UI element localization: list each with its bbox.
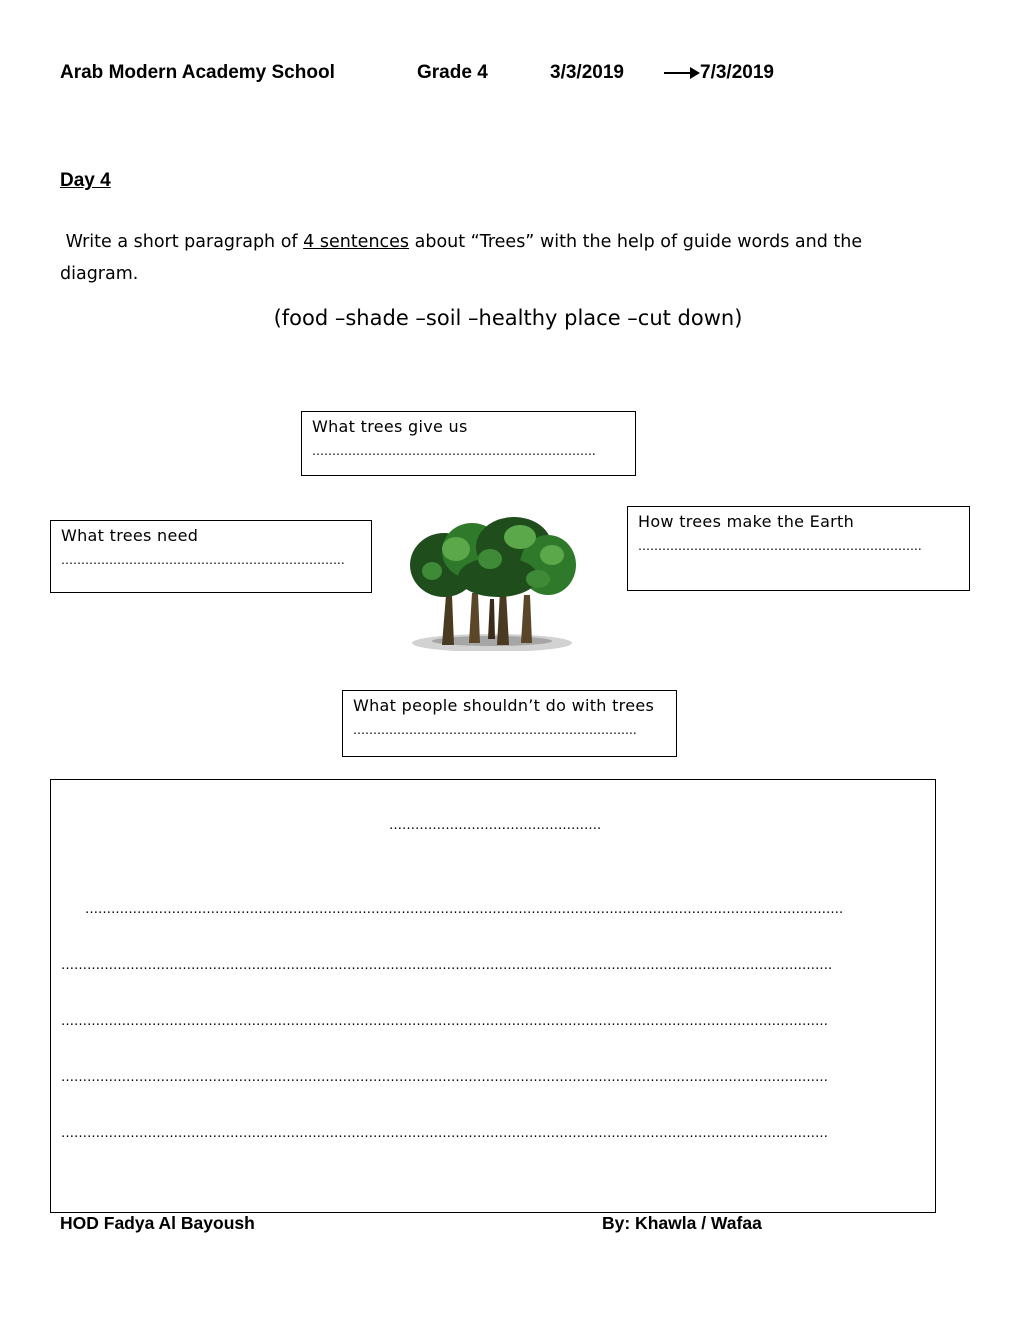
trees-illustration-icon bbox=[402, 515, 580, 651]
box-label: How trees make the Earth bbox=[638, 512, 855, 531]
box-dots: …………………………………………………………….. bbox=[638, 539, 922, 553]
school-name: Arab Modern Academy School bbox=[60, 62, 335, 83]
box-what-people-shouldnt-do bbox=[342, 690, 677, 757]
box-how-trees-make-the-earth bbox=[627, 506, 970, 591]
writing-line-5: …………………………………………………………………………………………………………………………………………………………… bbox=[61, 1126, 828, 1141]
writing-line-1: …………………………………………………………………………………………………………………………………………………………. bbox=[85, 902, 844, 917]
arrow-right-icon bbox=[664, 72, 698, 74]
paragraph-title-line: …………………………………………. bbox=[389, 818, 602, 833]
footer-hod: HOD Fadya Al Bayoush bbox=[60, 1213, 255, 1233]
instruction-underlined: 4 sentences bbox=[303, 232, 410, 252]
date-start: 3/3/2019 bbox=[550, 62, 624, 83]
writing-line-3: …………………………………………………………………………………………………………………………………………………………… bbox=[61, 1014, 828, 1029]
box-label: What people shouldn’t do with trees bbox=[353, 696, 655, 715]
box-dots: …………………………………………………………….. bbox=[312, 444, 596, 458]
instruction-part1: Write a short paragraph of bbox=[65, 232, 304, 252]
instruction-part2: about “Trees” with the help of guide words and the diagram. bbox=[60, 232, 863, 284]
box-label: What trees need bbox=[61, 526, 199, 545]
day-title: Day 4 bbox=[60, 170, 111, 191]
writing-line-2: ……………………………………………………………………………………………………………………………………………………………. bbox=[61, 958, 833, 973]
box-dots: …………………………………………………………….. bbox=[353, 723, 637, 737]
date-end: 7/3/2019 bbox=[700, 62, 774, 83]
guide-words: (food –shade –soil –healthy place –cut down) bbox=[273, 306, 743, 330]
box-what-trees-give-us bbox=[301, 411, 636, 476]
box-label: What trees give us bbox=[312, 417, 468, 436]
box-what-trees-need bbox=[50, 520, 372, 593]
instruction bbox=[60, 226, 940, 290]
grade-label: Grade 4 bbox=[417, 62, 488, 83]
footer-authors: By: Khawla / Wafaa bbox=[602, 1213, 762, 1233]
writing-line-4: …………………………………………………………………………………………………………………………………………………………… bbox=[61, 1070, 828, 1085]
box-dots: …………………………………………………………….. bbox=[61, 553, 345, 567]
writing-area[interactable] bbox=[50, 779, 936, 1213]
